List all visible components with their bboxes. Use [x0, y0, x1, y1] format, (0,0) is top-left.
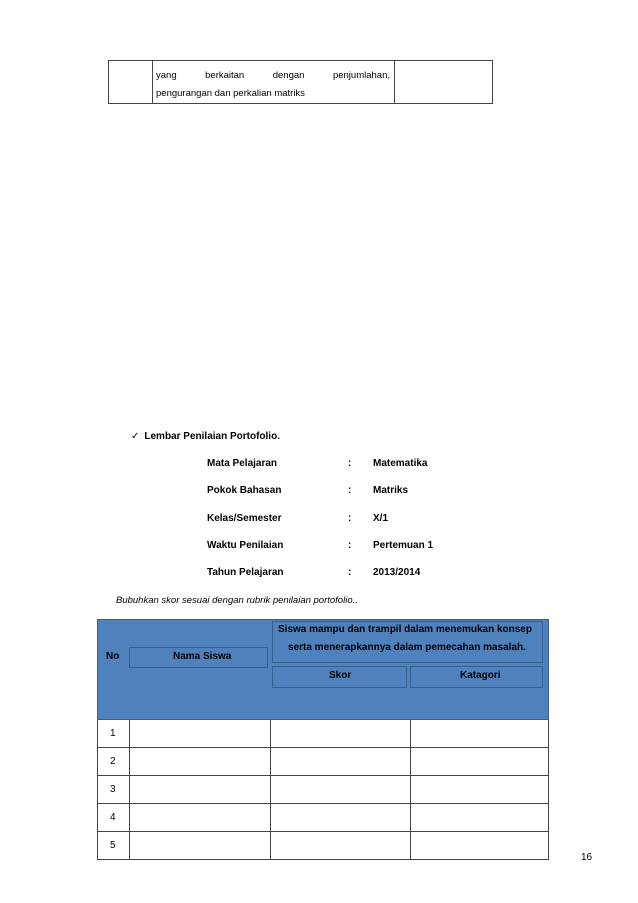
- word: dengan: [272, 70, 305, 81]
- info-separator: :: [348, 567, 352, 578]
- checkmark-icon: ✓: [131, 431, 140, 442]
- info-value: X/1: [373, 513, 389, 524]
- info-label: Mata Pelajaran: [207, 458, 278, 469]
- cell-divider: [410, 776, 411, 803]
- info-row-topic: [207, 485, 467, 499]
- header-kategori: Katagori: [460, 670, 501, 681]
- cell-divider: [129, 776, 130, 803]
- info-value: Pertemuan 1: [373, 540, 434, 551]
- info-value: 2013/2014: [373, 567, 421, 578]
- cell-divider: [410, 720, 411, 747]
- cell-divider: [270, 804, 271, 831]
- table-divider: [394, 61, 395, 103]
- cell-divider: [129, 720, 130, 747]
- info-separator: :: [348, 485, 352, 496]
- table-row: [97, 748, 549, 776]
- header-no: No: [106, 651, 120, 662]
- info-separator: :: [348, 513, 352, 524]
- continuation-table: [108, 60, 493, 104]
- row-number: 3: [110, 784, 116, 795]
- cell-divider: [129, 804, 130, 831]
- info-row-time: [207, 540, 467, 554]
- cell-divider: [129, 832, 130, 859]
- info-label: Kelas/Semester: [207, 513, 282, 524]
- info-value: Matematika: [373, 458, 428, 469]
- header-nama-siswa: Nama Siswa: [173, 651, 232, 662]
- word: penjumlahan,: [332, 70, 390, 81]
- header-skor: Skor: [329, 670, 352, 681]
- cell-divider: [410, 832, 411, 859]
- info-label: Waktu Penilaian: [207, 540, 284, 551]
- text-line-1: [156, 67, 390, 85]
- table-header: [97, 619, 549, 720]
- info-row-class: [207, 513, 467, 527]
- cell-divider: [270, 832, 271, 859]
- word: berkaitan: [205, 70, 245, 81]
- table-row: [97, 720, 549, 748]
- info-separator: :: [348, 540, 352, 551]
- info-value: Matriks: [373, 485, 409, 496]
- info-separator: :: [348, 458, 352, 469]
- cell-divider: [270, 720, 271, 747]
- table-row: [97, 832, 549, 860]
- table-cell-empty: [109, 61, 153, 103]
- info-row-subject: [207, 458, 467, 472]
- cell-divider: [270, 776, 271, 803]
- cell-divider: [410, 748, 411, 775]
- header-group-line1: Siswa mampu dan trampil dalam menemukan konsep: [278, 624, 532, 635]
- instruction-text: Bubuhkan skor sesuai dengan rubrik penilaian portofolio..: [116, 595, 358, 606]
- cell-divider: [270, 748, 271, 775]
- cell-divider: [129, 748, 130, 775]
- info-row-year: [207, 567, 467, 581]
- page-number: 16: [581, 852, 593, 863]
- table-row: [97, 804, 549, 832]
- header-group-line2: serta menerapkannya dalam pemecahan masalah.: [288, 642, 526, 653]
- section-heading: [131, 431, 280, 442]
- row-number: 2: [110, 756, 116, 767]
- table-cell-text: [156, 67, 390, 103]
- row-number: 1: [110, 728, 116, 739]
- cell-divider: [410, 804, 411, 831]
- row-number: 4: [110, 812, 116, 823]
- table-row: [97, 776, 549, 804]
- row-number: 5: [110, 840, 116, 851]
- info-label: Pokok Bahasan: [207, 485, 282, 496]
- word: yang: [156, 70, 177, 81]
- text-line-2: pengurangan dan perkalian matriks: [156, 88, 305, 99]
- section-title: Lembar Penilaian Portofolio.: [144, 431, 280, 442]
- info-label: Tahun Pelajaran: [207, 567, 284, 578]
